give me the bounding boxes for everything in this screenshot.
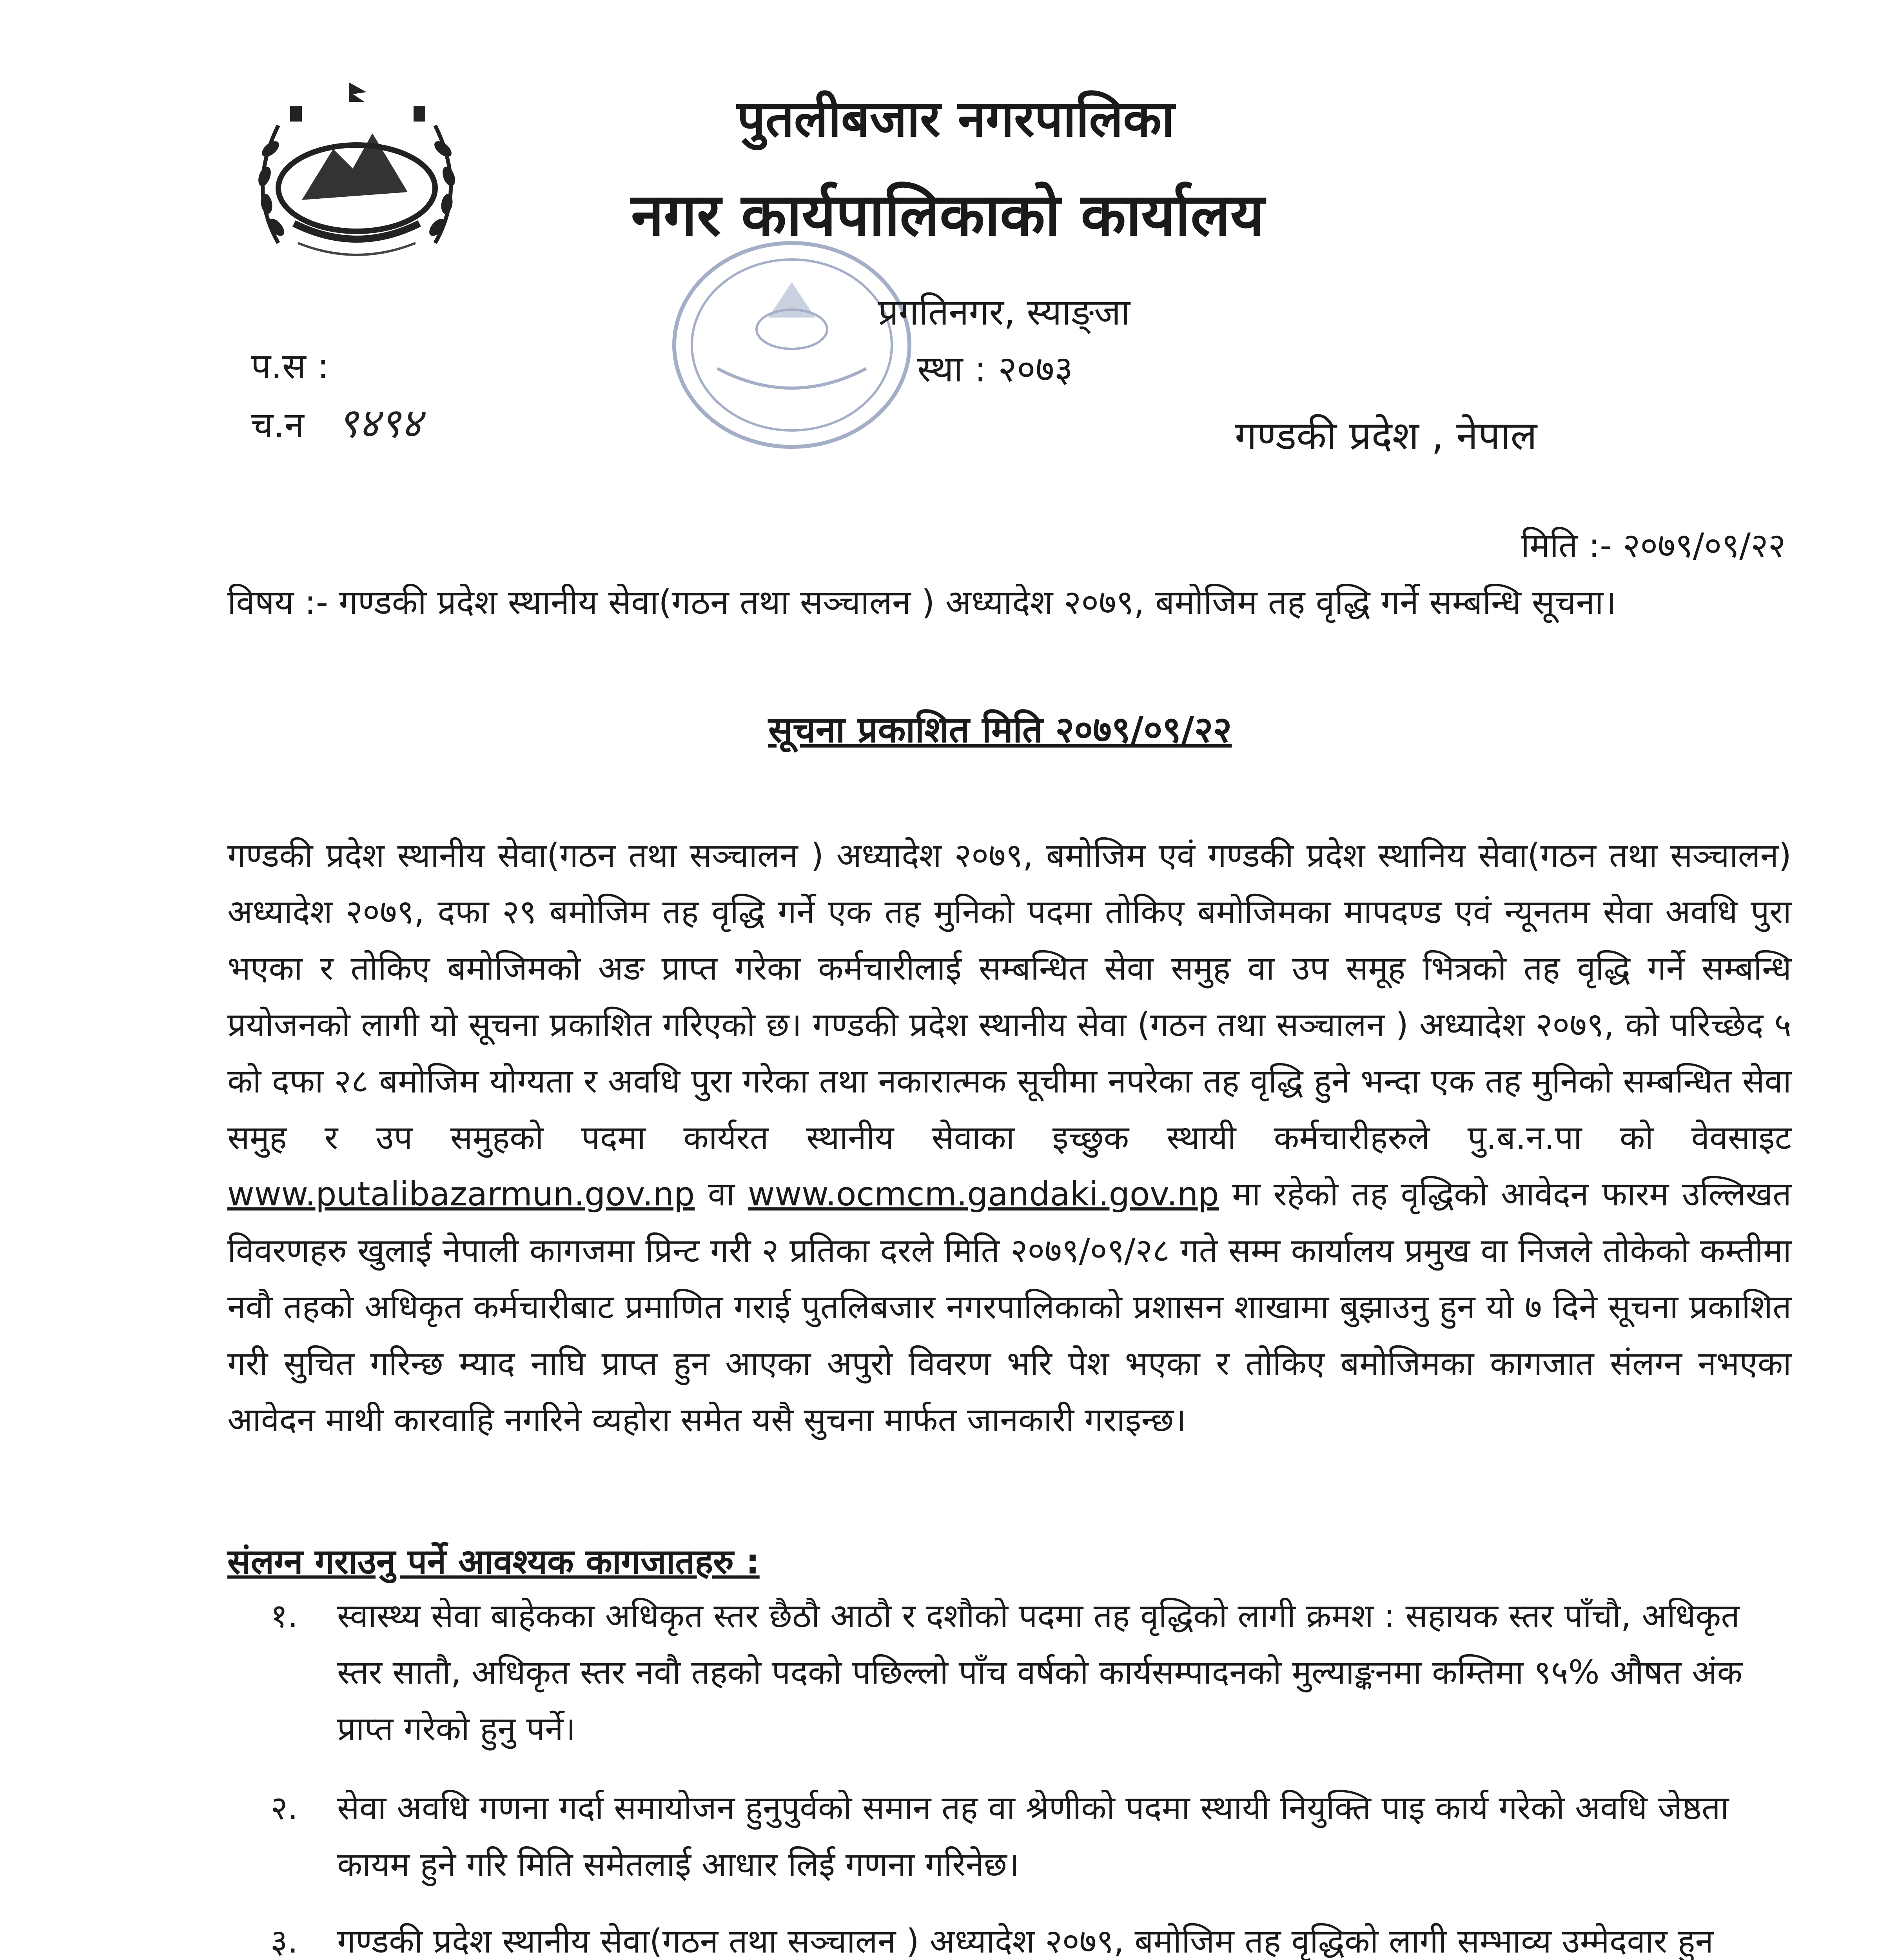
- list-item: [270, 1588, 1791, 1757]
- attachments-heading: संलग्न गराउनु पर्ने आवश्यक कागजातहरु :: [227, 1541, 760, 1582]
- letter-number-label: प.स :: [251, 346, 329, 387]
- list-item-number: २.: [270, 1789, 298, 1827]
- notice-body: [227, 827, 1791, 1448]
- office-address: प्रगतिनगर, स्याङ्जा: [878, 291, 1130, 333]
- letter-date: मिति :- २०७९/०९/२२: [1521, 526, 1786, 565]
- org-name: पुतलीबजार नगरपालिका: [737, 90, 1175, 148]
- body-text-part3: मा रहेको तह वृद्धिको आवेदन फारम उल्लिखत विवरणहरु खुलाई नेपाली कागजमा प्रिन्ट गरी २ प्रतिका दरले मिति २०७९/०९/२८ गते सम्म कार्यालय प्रमुख वा निजले तोकेको कम्तीमा नवौ तहको अधिकृत कर्मचारीबाट प्रमाणित गराई पुतलिबजार नगरपालिकाको प्रशासन शाखामा बुझाउनु हुन यो ७ दिने सूचना प्रकाशित गरी सुचित गरिन्छ म्याद नाघि प्राप्त हुन आएका अपुरो विवरण भरि पेश भएका र तोकिए बमोजिमका कागजात संलग्न नभएका आवेदन माथी कारवाहि नगरिने व्यहोरा समेत यसै सुचना मार्फत जानकारी गराइन्छ।: [227, 1175, 1792, 1439]
- office-stamp: [651, 227, 933, 470]
- ocmcm-website-link[interactable]: www.ocmcm.gandaki.gov.np: [748, 1175, 1219, 1213]
- municipality-website-link[interactable]: www.putalibazarmun.gov.np: [227, 1175, 695, 1213]
- province-country: गण्डकी प्रदेश , नेपाल: [1235, 413, 1537, 459]
- dispatch-number-label: च.न: [251, 405, 304, 446]
- body-text-part2: वा: [708, 1175, 735, 1213]
- established-year: स्था : २०७३: [917, 348, 1073, 390]
- list-item-number: १.: [270, 1597, 298, 1635]
- emblem-logo: [231, 59, 482, 278]
- list-item: [270, 1780, 1791, 1893]
- subject-line: विषय :- गण्डकी प्रदेश स्थानीय सेवा(गठन तथा सञ्चालन ) अध्यादेश २०७९, बमोजिम तह वृद्धि गर्ने सम्बन्धि सूचना।: [227, 583, 1617, 622]
- list-item: [270, 1913, 1791, 1960]
- list-item-number: ३.: [270, 1922, 298, 1960]
- office-name: नगर कार्यपालिकाको कार्यालय: [631, 181, 1265, 249]
- list-item-text: गण्डकी प्रदेश स्थानीय सेवा(गठन तथा सञ्चालन ) अध्यादेश २०७९, बमोजिम तह वृद्धिको लागी सम्भाव्य उम्मेदवार हुन: [337, 1922, 1714, 1960]
- notice-published-date: सूचना प्रकाशित मिति २०७९/०९/२२: [768, 709, 1232, 751]
- list-item-text: स्वास्थ्य सेवा बाहेकका अधिकृत स्तर छैठौ आठौ र दशौको पदमा तह वृद्धिको लागी क्रमश : सहायक स्तर पाँचौ, अधिकृत स्तर सातौ, अधिकृत स्तर नवौ तहको पदको पछिल्लो पाँच वर्षको कार्यसम्पादनको मुल्याङ्कनमा कम्तिमा ९५% औषत अंक प्राप्त गरेको हुनु पर्ने।: [337, 1597, 1742, 1748]
- list-item-text: सेवा अवधि गणना गर्दा समायोजन हुनुपुर्वको समान तह वा श्रेणीको पदमा स्थायी नियुक्ति पाइ कार्य गरेको अवधि जेष्ठता कायम हुने गरि मिति समेतलाई आधार लिई गणना गरिनेछ।: [337, 1789, 1729, 1884]
- body-text-part1: गण्डकी प्रदेश स्थानीय सेवा(गठन तथा सञ्चालन ) अध्यादेश २०७९, बमोजिम एवं गण्डकी प्रदेश स्थानिय सेवा(गठन तथा सञ्चालन) अध्यादेश २०७९, दफा २९ बमोजिम तह वृद्धि गर्ने एक तह मुनिको पदमा तोकिए बमोजिमका मापदण्ड एवं न्यूनतम सेवा अवधि पुरा भएका र तोकिए बमोजिमको अङ प्राप्त गरेका कर्मचारीलाई सम्बन्धित सेवा समुह वा उप समूह भित्रको तह वृद्धि गर्ने सम्बन्धि प्रयोजनको लागी यो सूचना प्रकाशित गरिएको छ। गण्डकी प्रदेश स्थानीय सेवा (गठन तथा सञ्चालन ) अध्यादेश २०७९, को परिच्छेद ५ को दफा २८ बमोजिम योग्यता र अवधि पुरा गरेका तथा नकारात्मक सूचीमा नपरेका तह वृद्धि हुने भन्दा एक तह मुनिको सम्बन्धित सेवा समुह र उप समुहको पदमा कार्यरत स्थानीय सेवाका इच्छुक स्थायी कर्मचारीहरुले पु.ब.न.पा को वेवसाइट: [227, 836, 1791, 1157]
- dispatch-number-value: ९४९४: [337, 399, 422, 447]
